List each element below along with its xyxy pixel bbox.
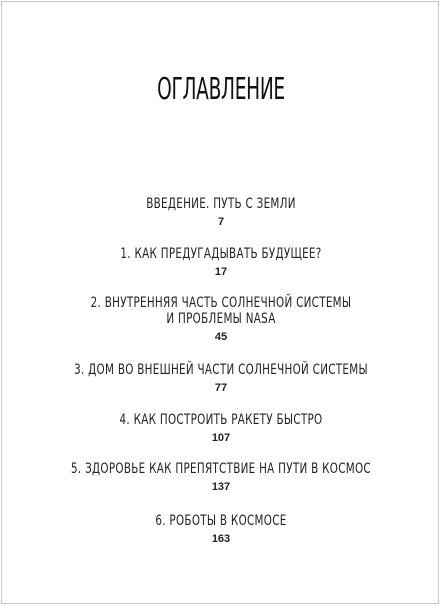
toc-entry-page-number: 7 xyxy=(217,216,225,228)
toc-entry-chapter-5[interactable] xyxy=(0,461,442,494)
toc-entry-title: ВВЕДЕНИЕ. ПУТЬ С ЗЕМЛИ xyxy=(146,196,296,212)
toc-entry-chapter-6[interactable] xyxy=(0,513,442,546)
toc-entry-chapter-3[interactable] xyxy=(0,362,442,395)
toc-entry-introduction[interactable] xyxy=(0,196,442,229)
toc-entry-page-number: 45 xyxy=(214,331,228,343)
toc-entry-title: 4. КАК ПОСТРОИТЬ РАКЕТУ БЫСТРО xyxy=(119,412,323,428)
toc-entry-title: 2. ВНУТРЕННЯЯ ЧАСТЬ СОЛНЕЧНОЙ СИСТЕМЫ И ПРОБЛЕМЫ NASA xyxy=(90,295,352,327)
toc-entry-chapter-2[interactable] xyxy=(0,295,442,344)
toc-entry-page-number: 77 xyxy=(214,382,228,394)
toc-entry-page-number: 107 xyxy=(211,432,231,444)
toc-entry-title: 6. РОБОТЫ В КОСМОСЕ xyxy=(155,513,287,529)
toc-entry-title: 3. ДОМ ВО ВНЕШНЕЙ ЧАСТИ СОЛНЕЧНОЙ СИСТЕМЫ xyxy=(74,362,368,378)
toc-entry-page-number: 137 xyxy=(211,481,231,493)
toc-entry-chapter-1[interactable] xyxy=(0,246,442,279)
toc-title: ОГЛАВЛЕНИЕ xyxy=(157,72,285,107)
toc-entry-page-number: 163 xyxy=(211,533,231,545)
toc-entry-title: 5. ЗДОРОВЬЕ КАК ПРЕПЯТСТВИЕ НА ПУТИ В КОСМОС xyxy=(71,461,371,477)
toc-entry-title: 1. КАК ПРЕДУГАДЫВАТЬ БУДУЩЕЕ? xyxy=(120,246,322,262)
toc-entry-chapter-4[interactable] xyxy=(0,412,442,445)
toc-entry-page-number: 17 xyxy=(214,266,228,278)
